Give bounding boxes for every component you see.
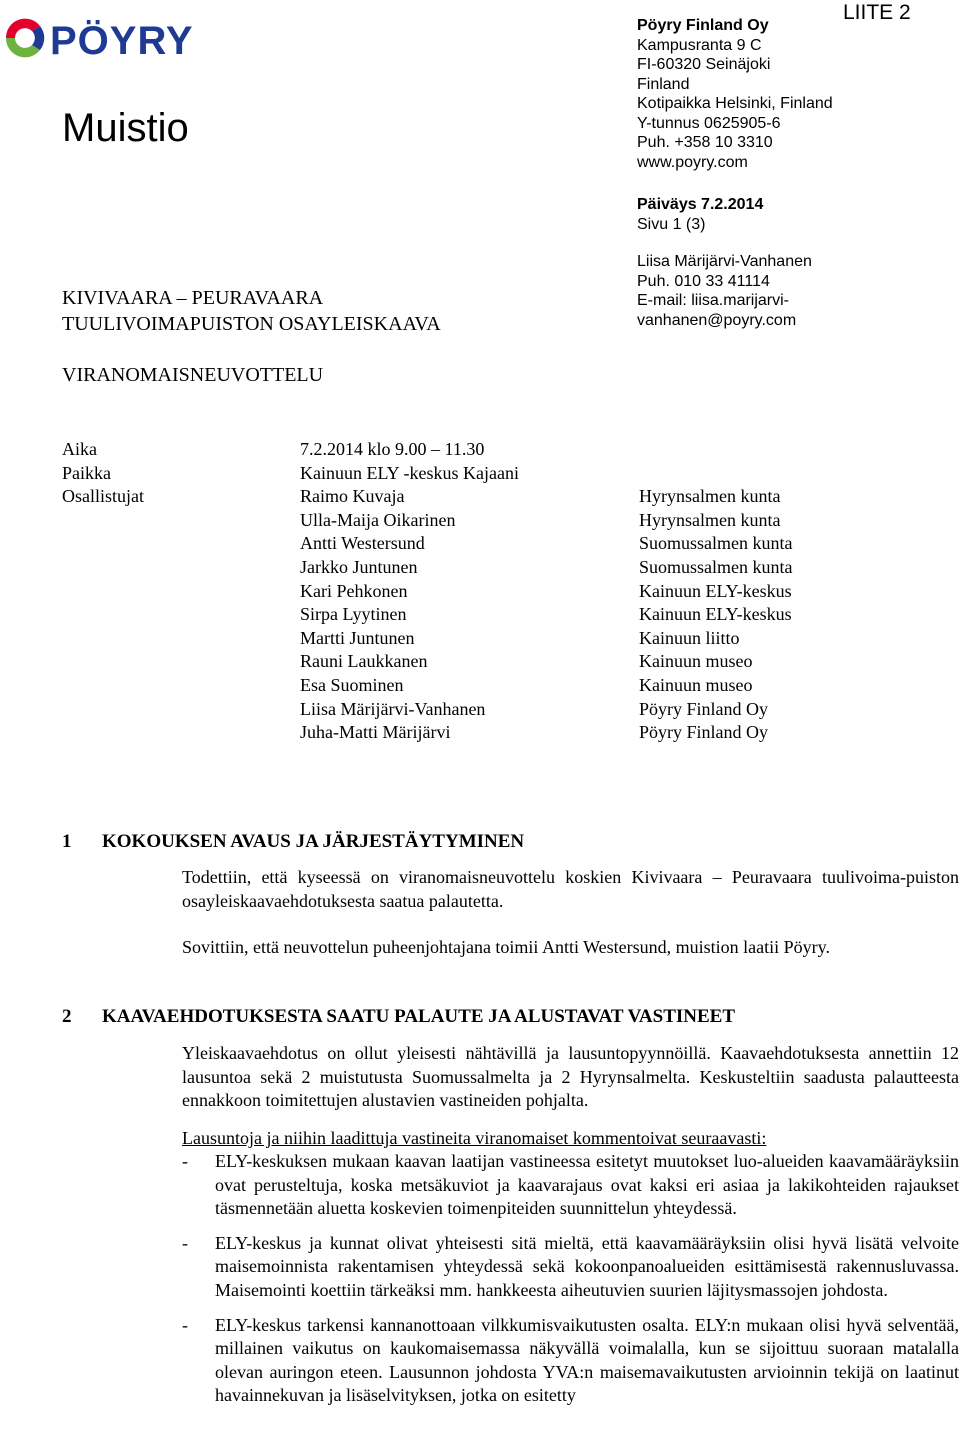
time-value: 7.2.2014 klo 9.00 – 11.30 (300, 439, 485, 459)
participant-row (62, 674, 922, 698)
project-title (62, 285, 441, 337)
contact-email-line2[interactable]: vanhanen@poyry.com (637, 311, 797, 329)
place-value: Kainuun ELY -keskus Kajaani (300, 462, 519, 483)
company-logo (2, 12, 248, 64)
document-date: Päiväys 7.2.2014 (637, 196, 764, 213)
participant-org: Kainuun museo (639, 674, 753, 695)
participant-name: Martti Juntunen (300, 627, 415, 648)
company-phone: Puh. +358 10 3310 (637, 134, 773, 151)
participant-org: Suomussalmen kunta (639, 533, 793, 554)
comment-list (182, 1150, 959, 1419)
company-domicile: Kotipaikka Helsinki, Finland (637, 95, 833, 112)
info-row-time (62, 438, 922, 462)
meeting-type: VIRANOMAISNEUVOTTELU (62, 364, 324, 386)
list-item-text: ELY-keskus tarkensi kannanottoaan vilkkumisvaikutusten osalta. ELY:n mukaan olisi hyvä selventää, millainen vaikutus on kaukomaisemassa näkyvällä voimalalla, kun se sijoittuu suoraan matalalla olevan auringon eteen. Lausunnon johdosta YVA:n maisemavaikutusten arvioinnin tekijä on laatinut havainnekuvan ja lisäselvityksen, jotka on esitetty (215, 1314, 959, 1406)
participant-name: Liisa Märijärvi-Vanhanen (300, 698, 486, 719)
paragraph-text: Yleiskaavaehdotus on ollut yleisesti nähtävillä ja lausuntopyynnöillä. Kaavaehdotuksesta annettiin 12 lausuntoa sekä 2 muistutusta Suomussalmelta ja 2 Hyrynsalmelta. Keskusteltiin saadusta palautteesta ennakkoon toimitettujen alustavien vastineiden pohjalta. (182, 1043, 959, 1111)
list-item (182, 1150, 959, 1221)
section-paragraph (182, 866, 959, 913)
list-item (182, 1314, 959, 1408)
contact-phone: Puh. 010 33 41114 (637, 272, 770, 290)
participant-org: Pöyry Finland Oy (639, 698, 769, 719)
participant-org: Pöyry Finland Oy (639, 722, 769, 743)
section-paragraph (182, 1042, 959, 1113)
participant-row (62, 509, 922, 533)
participant-org: Kainuun ELY-keskus (639, 580, 792, 601)
participant-org: Hyrynsalmen kunta (639, 509, 781, 530)
dash-bullet-icon: - (182, 1151, 188, 1171)
company-country: Finland (637, 75, 690, 93)
participant-name: Sirpa Lyytinen (300, 604, 407, 625)
company-info (637, 16, 833, 172)
participant-name: Antti Westersund (300, 533, 425, 554)
participant-row (62, 485, 922, 509)
participant-row (62, 603, 922, 627)
time-label: Aika (62, 439, 97, 459)
paragraph-text: Todettiin, että kyseessä on viranomaisneuvottelu koskien Kivivaara – Peuravaara tuulivoima-puiston osayleiskaavaehdotuksesta saatua palautetta. (182, 867, 959, 911)
section-title: KAAVAEHDOTUKSESTA SAATU PALAUTE JA ALUSTAVAT VASTINEET (102, 1006, 736, 1027)
participant-name: Ulla-Maija Oikarinen (300, 509, 456, 530)
participant-row (62, 532, 922, 556)
participants-label: Osallistujat (62, 486, 144, 507)
company-street: Kampusranta 9 C (637, 36, 762, 54)
project-title-line1: KIVIVAARA – PEURAVAARA (62, 287, 324, 309)
list-heading: Lausuntoja ja niihin laadittuja vastineita viranomaiset kommentoivat seuraavasti: (182, 1128, 767, 1148)
document-type: Muistio (62, 106, 189, 150)
participant-name: Esa Suominen (300, 674, 404, 695)
company-business-id: Y-tunnus 0625905-6 (637, 114, 781, 132)
svg-text:PÖYRY: PÖYRY (50, 19, 194, 63)
section-number: 2 (62, 1006, 72, 1027)
participant-row (62, 698, 922, 722)
page-number: Sivu 1 (3) (637, 215, 706, 233)
contact-info (637, 252, 812, 330)
dash-bullet-icon: - (182, 1314, 188, 1335)
participant-row (62, 580, 922, 604)
company-name: Pöyry Finland Oy (637, 17, 769, 34)
meeting-info (62, 438, 922, 745)
section-number: 1 (62, 831, 72, 852)
participant-org: Kainuun museo (639, 651, 753, 672)
participant-name: Rauni Laukkanen (300, 651, 428, 672)
list-item-text: ELY-keskus ja kunnat olivat yhteisesti sitä mieltä, että kaavamääräyksiin olisi hyvä lisätä velvoite maisemoinnista rakentamisen yhteydessä sekä kokoonpanoalueiden esittämisestä rakennusluvassa. Maisemointi koettiin tärkeäksi mm. hankkeesta aiheutuvien suurien läjitysmassojen johdosta. (215, 1232, 959, 1300)
participant-name: Juha-Matti Märijärvi (300, 722, 451, 743)
paragraph-text: Sovittiin, että neuvottelun puheenjohtajana toimii Antti Westersund, muistion laatii Pöyry. (182, 937, 830, 957)
section-paragraph (182, 936, 959, 960)
participant-name: Raimo Kuvaja (300, 486, 405, 507)
company-postal: FI-60320 Seinäjoki (637, 56, 771, 73)
participant-name: Jarkko Juntunen (300, 556, 418, 577)
appendix-label: LIITE 2 (843, 1, 911, 24)
section-title: KOKOUKSEN AVAUS JA JÄRJESTÄYTYMINEN (102, 831, 525, 852)
participant-org: Hyrynsalmen kunta (639, 486, 781, 507)
participant-name: Kari Pehkonen (300, 580, 408, 601)
date-block (637, 195, 763, 234)
participant-org: Kainuun liitto (639, 627, 740, 648)
contact-name: Liisa Märijärvi-Vanhanen (637, 253, 812, 270)
company-website[interactable]: www.poyry.com (637, 153, 748, 171)
participant-row (62, 556, 922, 580)
participant-row (62, 721, 922, 745)
list-item (182, 1232, 959, 1303)
contact-email-line1[interactable]: E-mail: liisa.marijarvi- (637, 292, 790, 309)
place-label: Paikka (62, 462, 111, 483)
info-row-place (62, 462, 922, 486)
participant-row (62, 650, 922, 674)
dash-bullet-icon: - (182, 1232, 188, 1253)
participant-org: Kainuun ELY-keskus (639, 604, 792, 625)
poyry-logo-icon (2, 12, 248, 64)
participant-org: Suomussalmen kunta (639, 556, 793, 577)
list-item-text: ELY-keskuksen mukaan kaavan laatijan vastineessa esitetyt muutokset luo-alueiden kaavamääräyksiin ovat perusteltuja, koska metsäkuviot ja kaavarajaus ovat kaksi eri asiaa ja lakikohteiden rajaukset täsmennetään aluetta koskevien toimenpiteiden suunnittelun yhteydessä. (215, 1151, 959, 1219)
participant-row (62, 627, 922, 651)
project-title-line2: TUULIVOIMAPUISTON OSAYLEISKAAVA (62, 313, 441, 335)
